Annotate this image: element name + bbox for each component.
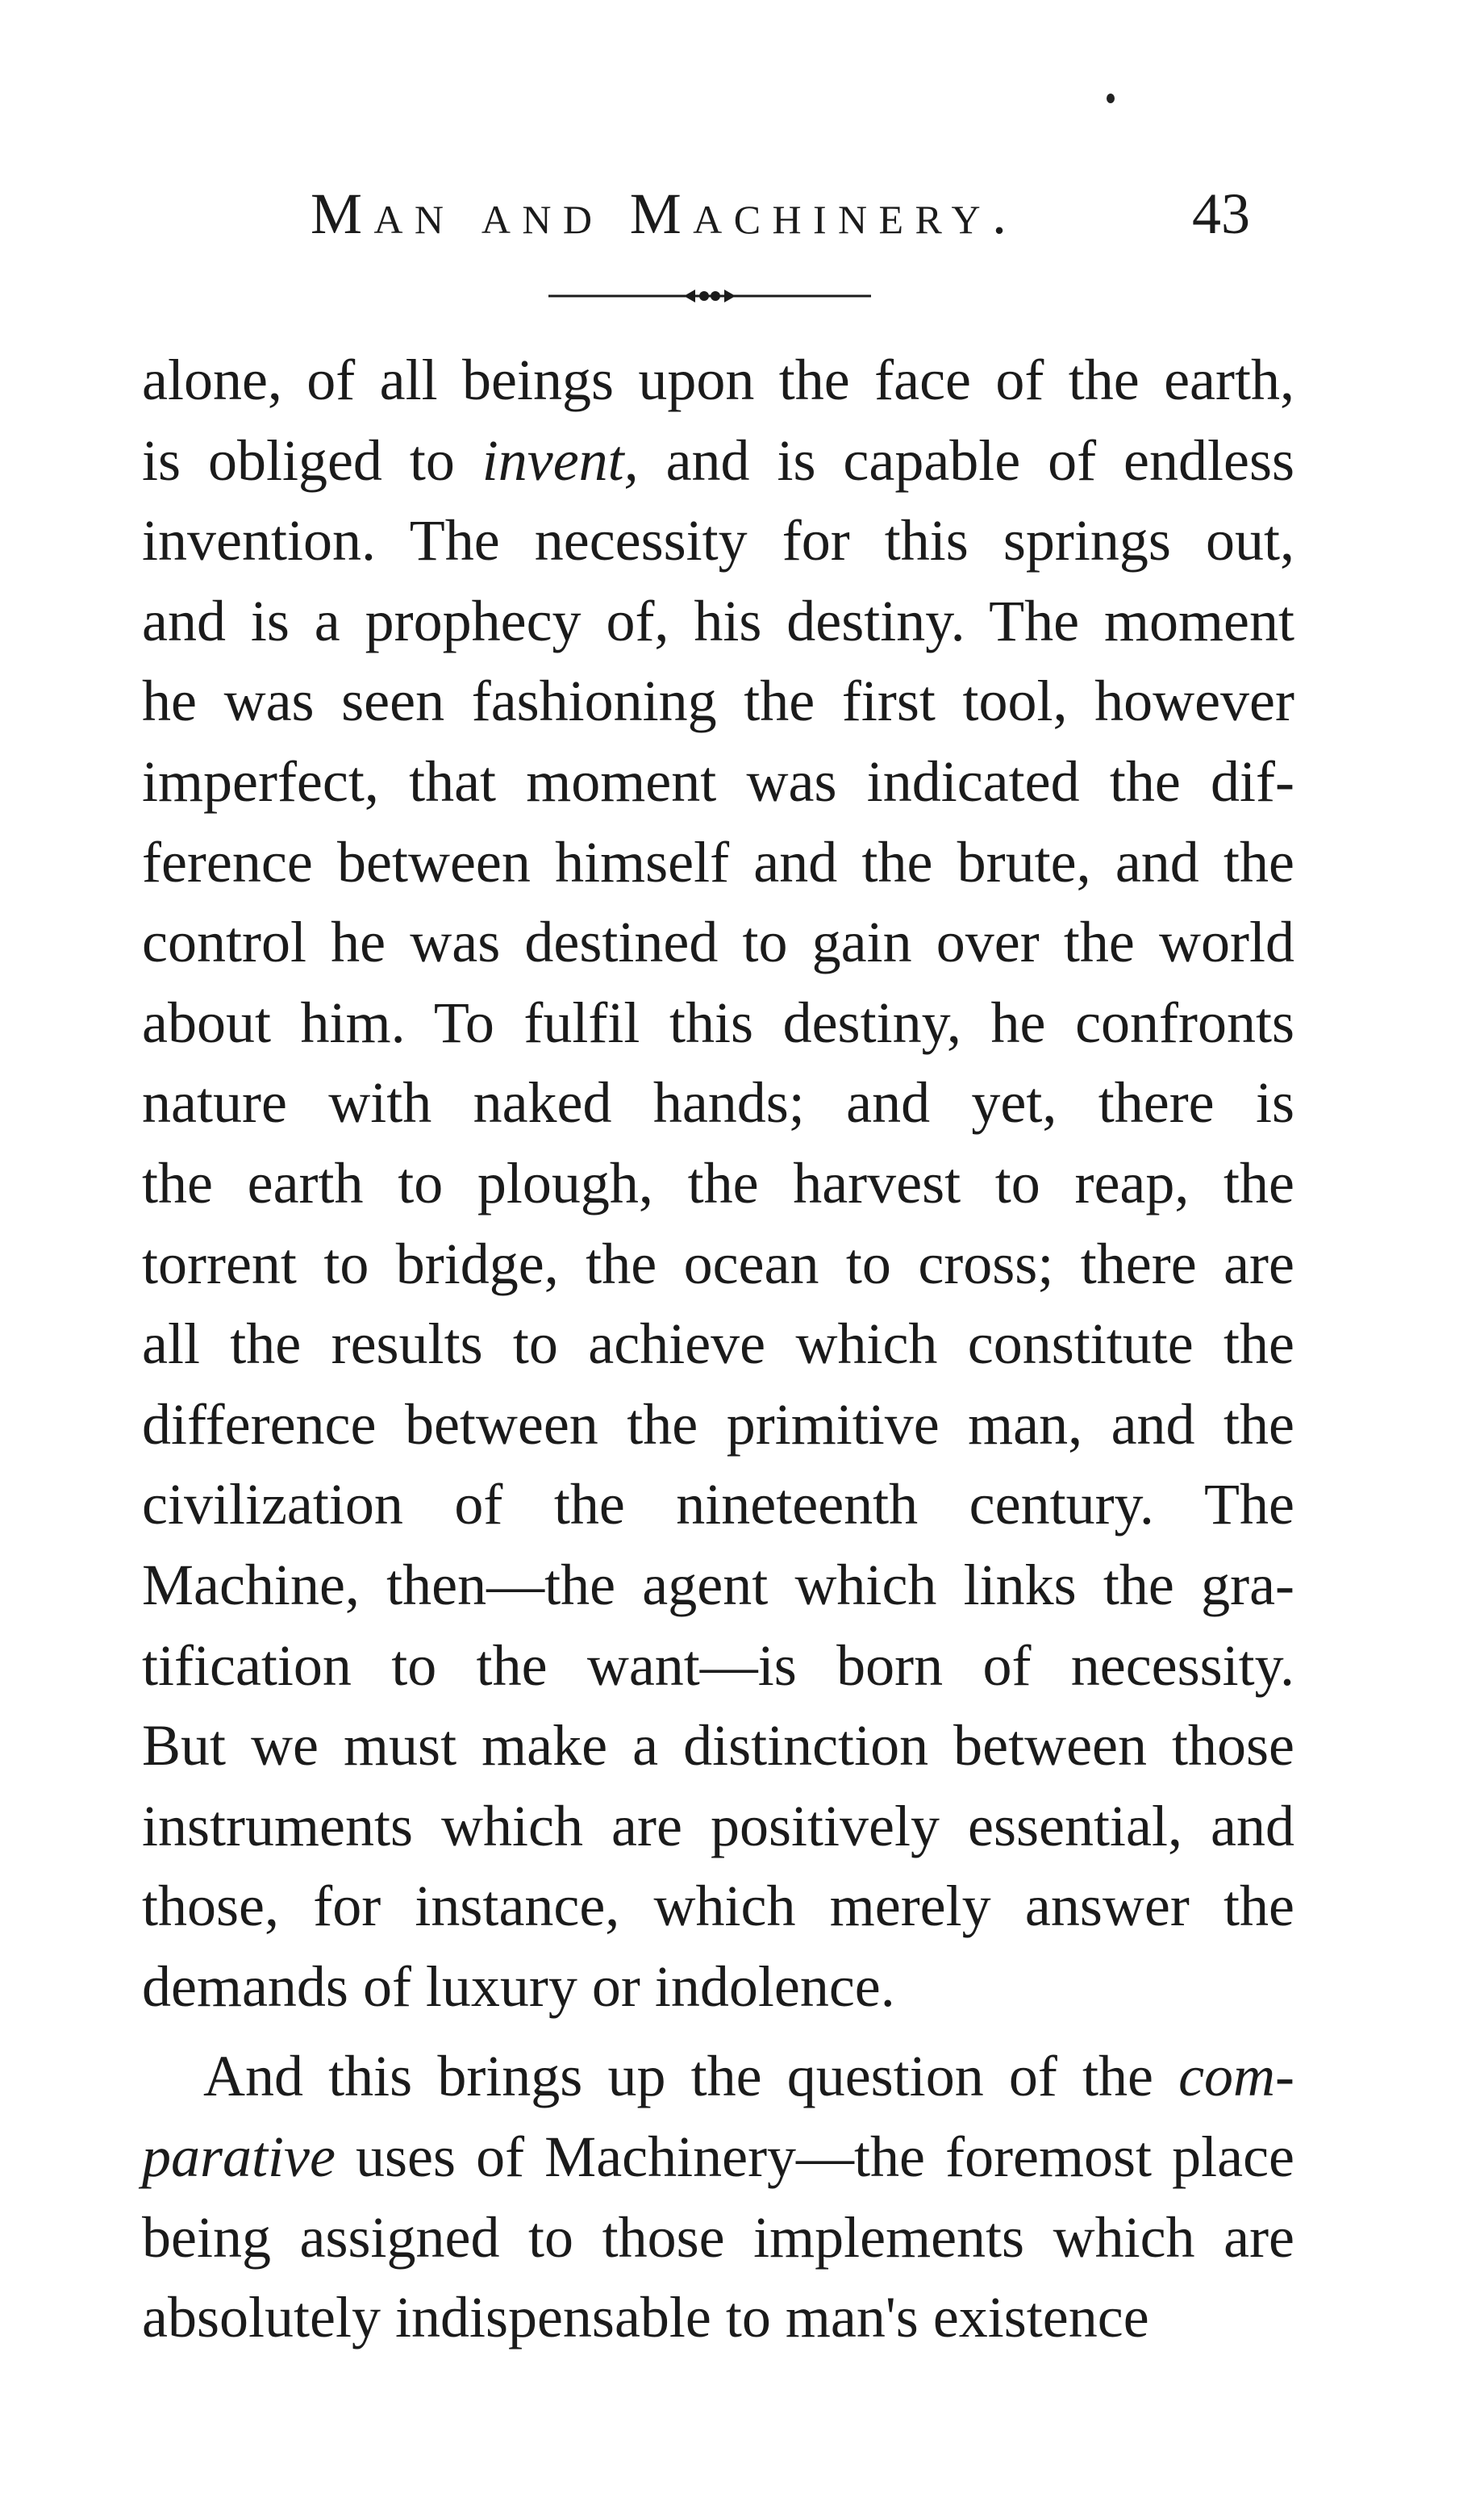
text-line: those, for instance, which merely answer the	[142, 1874, 1294, 1939]
text-line: being assigned to those implements which are	[142, 2204, 1294, 2270]
text-line: control he was destined to gain over the world	[142, 910, 1294, 975]
running-title: Man and Machinery.	[311, 181, 1019, 246]
text-line: invention. The necessity for this springs out,	[142, 508, 1294, 573]
text-line: tification to the want—is born of necessity.	[142, 1632, 1294, 1698]
text-line: But we must make a distinction between those	[142, 1713, 1294, 1778]
running-header	[0, 169, 1484, 258]
text-line: demands of luxury or indolence.	[142, 1954, 895, 2019]
italic-emphasis: invent,	[481, 427, 639, 493]
text-line: imperfect, that moment was indicated the dif-	[142, 748, 1294, 814]
body-text	[142, 340, 1294, 2358]
text-line: he was seen fashioning the first tool, however	[142, 669, 1294, 734]
text-line: difference between the primitive man, and the	[142, 1391, 1294, 1457]
text-line: absolutely indispensable to man's existence	[142, 2285, 1149, 2350]
text-line: all the results to achieve which constitute the	[142, 1311, 1294, 1377]
text-line: about him. To fulfil this destiny, he confronts	[142, 990, 1294, 1055]
header-rule-ornament	[548, 286, 871, 306]
ink-speck	[1107, 94, 1115, 103]
rule-ornament-icon	[548, 286, 871, 306]
text-line: civilization of the nineteenth century. The	[142, 1472, 1294, 1537]
paragraph	[142, 340, 1294, 2027]
text-line: ference between himself and the brute, and the	[142, 829, 1294, 894]
text-line: and is a prophecy of, his destiny. The moment	[142, 588, 1294, 653]
page-number: 43	[1192, 181, 1250, 246]
text-line: instruments which are positively essential, and	[142, 1793, 1294, 1858]
text-line: Machine, then—the agent which links the gra-	[142, 1552, 1294, 1617]
text-line: torrent to bridge, the ocean to cross; there are	[142, 1231, 1294, 1296]
text-line: parative uses of Machinery—the foremost place	[142, 2124, 1294, 2190]
text-line: the earth to plough, the harvest to reap, the	[142, 1150, 1294, 1215]
paragraph	[142, 2037, 1294, 2358]
text-line: alone, of all beings upon the face of the earth,	[142, 348, 1294, 412]
text-line: nature with naked hands; and yet, there is	[142, 1070, 1294, 1136]
text-line: is obliged to invent, and is capable of endless	[142, 427, 1294, 493]
text-line: And this brings up the question of the com-	[203, 2044, 1294, 2109]
italic-emphasis: com-	[1178, 2044, 1294, 2109]
italic-emphasis: parative	[142, 2124, 336, 2190]
